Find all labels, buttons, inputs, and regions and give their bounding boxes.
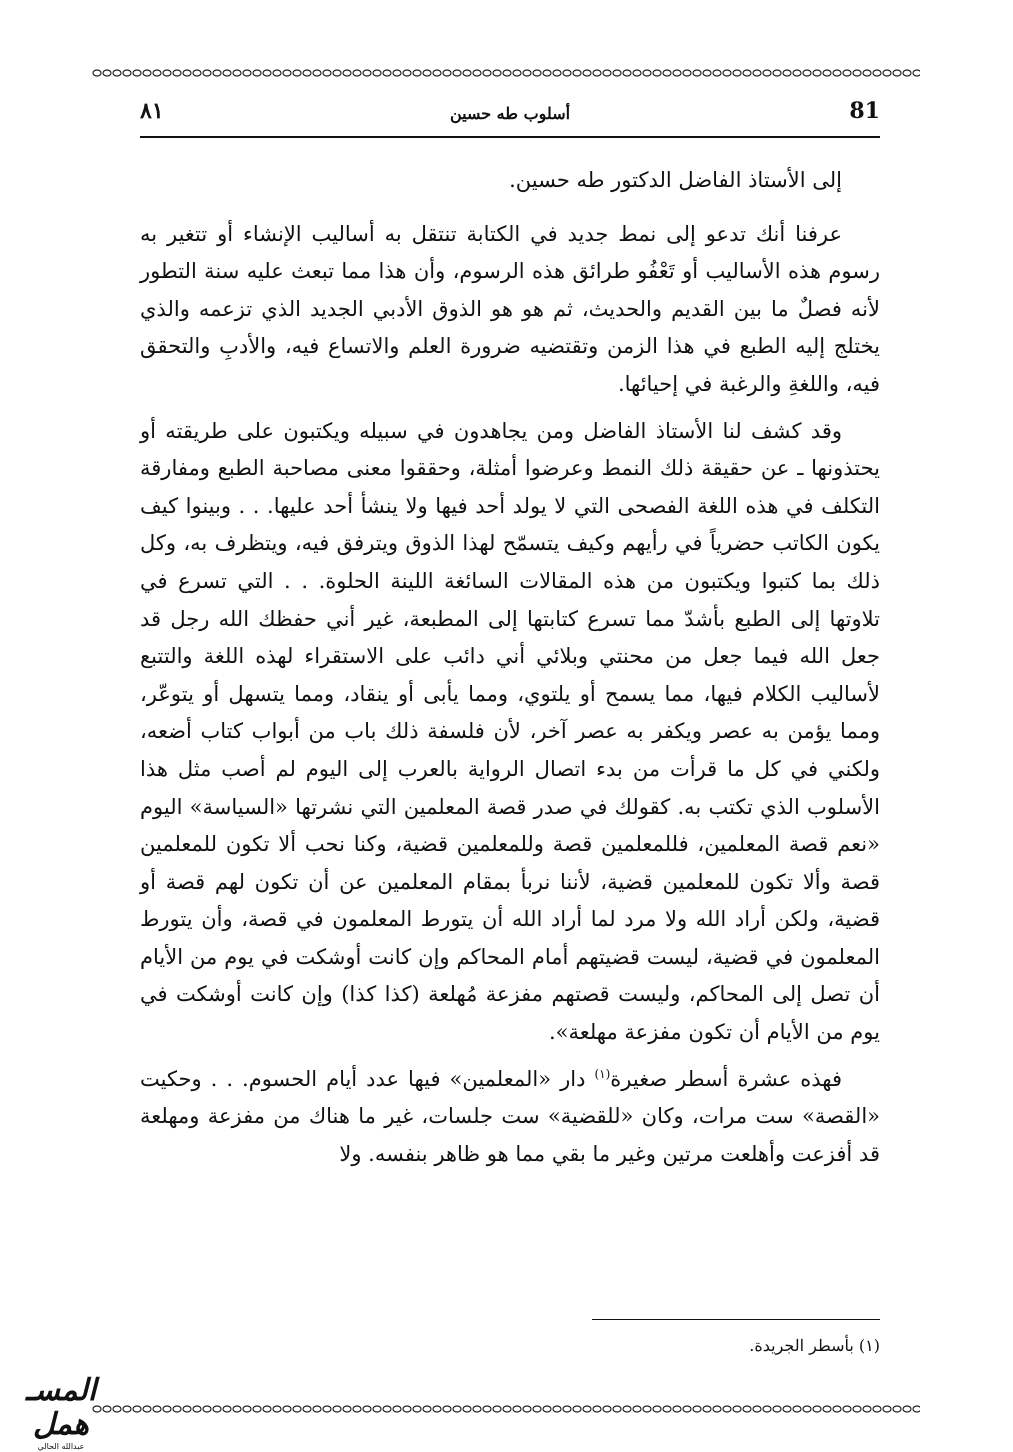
library-watermark	[2, 1373, 120, 1451]
paragraph-last-part1: فهذه عشرة أسطر صغيرة	[610, 1066, 842, 1091]
body-text	[140, 162, 880, 1182]
salutation: إلى الأستاذ الفاضل الدكتور طه حسين.	[509, 168, 842, 192]
bottom-chain-border	[92, 1402, 920, 1416]
paragraph-last	[140, 1061, 880, 1174]
page-number-arabic: ٨١	[140, 98, 164, 124]
watermark-main: المسـ همل	[25, 1373, 97, 1442]
footnote-reference[interactable]: (١)	[594, 1066, 611, 1081]
header-rule	[140, 136, 880, 138]
paragraph: وقد كشف لنا الأستاذ الفاضل ومن يجاهدون في سبيله ويكتبون على طريقته أو يحتذونها ـ عن حقيقة ذلك النمط وعرضوا أمثلة، وحققوا معنى مصاحبة الطبع ومفارقة التكلف في هذه اللغة الفصحى التي لا يولد أحد فيها ولا ينشأ أحد عليها. . . وبينوا كيف يكون الكاتب حضرياً في رأيهم وكيف يتسمّح لهذا الذوق ويترفق فيه، ويتظرف به، وكل ذلك بما كتبوا ويكتبون من هذه المقالات السائغة اللينة الحلوة. . . التي تسرع في تلاوتها إلى الطبع بأشدّ مما تسرع كتابتها إلى المطبعة، غير أني حفظك الله رجل قد جعل الله فيما جعل من محنتي وبلائي أني دائب على الاستقراء لهذه اللغة والتتبع لأساليب الكلام فيها، مما يسمح أو يلتوي، ومما يأبى أو ينقاد، ومما يتسهل أو يتوعّر، ومما يؤمن به عصر ويكفر به عصر آخر، لأن فلسفة ذلك باب من أبواب كتاب أضعه، ولكني في كل ما قرأت من بدء اتصال الرواية بالعرب إلى اليوم لم أصب مثل هذا الأسلوب الذي تكتب به. كقولك في صدر قصة المعلمين التي نشرتها «السياسة» اليوم «نعم قصة المعلمين، فللمعلمين قصة وللمعلمين قضية، وكنا نحب ألا تكون للمعلمين قصة وألا تكون للمعلمين قضية، لأننا نربأ بمقام المعلمين عن أن تكون لهم قصة أو قضية، ولكن أراد الله ولا مرد لما أراد الله أن يتورط المعلمون في قصة، وأن يتورط المعلمون في قضية، ليست قضيتهم أمام المحاكم وإن كانت أوشكت في يوم من الأيام أن تصل إلى المحاكم، وليست قصتهم مفزعة مُهلعة (كذا كذا) وإن كانت أوشكت في يوم من الأيام أن تكون مفزعة مهلعة».	[140, 418, 880, 1045]
footnote-rule	[592, 1319, 880, 1320]
top-chain-border	[92, 66, 920, 80]
paragraph: عرفنا أنك تدعو إلى نمط جديد في الكتابة تنتقل به أساليب الإنشاء أو تتغير به رسوم هذه الأساليب أو تَعْفُو طرائق هذه الرسوم، وأن هذا مما تبعث عليه سنة التطور لأنه فصلٌ ما بين القديم والحديث، ثم هو هو الذوق الأدبي الجديد الذي تزعمه والذي يختلج إليه الطبع في هذا الزمن وتقتضيه ضرورة العلم والاتساع فيه، والأدبِ والتحقق فيه، واللغةِ والرغبة في إحيائها.	[140, 221, 880, 396]
chain-ornament-bottom	[92, 1402, 920, 1416]
chain-ornament-top	[92, 66, 920, 80]
watermark-sub: عبدالله الحالي	[37, 1442, 85, 1451]
page-number-latin: 81	[849, 98, 880, 124]
footnote: (١) بأسطر الجريدة.	[749, 1336, 880, 1355]
running-title: أسلوب طه حسين	[449, 104, 571, 123]
page-header	[140, 96, 880, 136]
paragraph-last-part2: دار «المعلمين» فيها عدد أيام الحسوم. . . وحكيت «القصة» ست مرات، وكان «للقضية» ست جلسات، غير ما هناك من مفزعة ومهلعة قد أفزعت وأهلعت مرتين وغير ما بقي مما هو ظاهر بنفسه. ولا	[140, 1066, 880, 1166]
